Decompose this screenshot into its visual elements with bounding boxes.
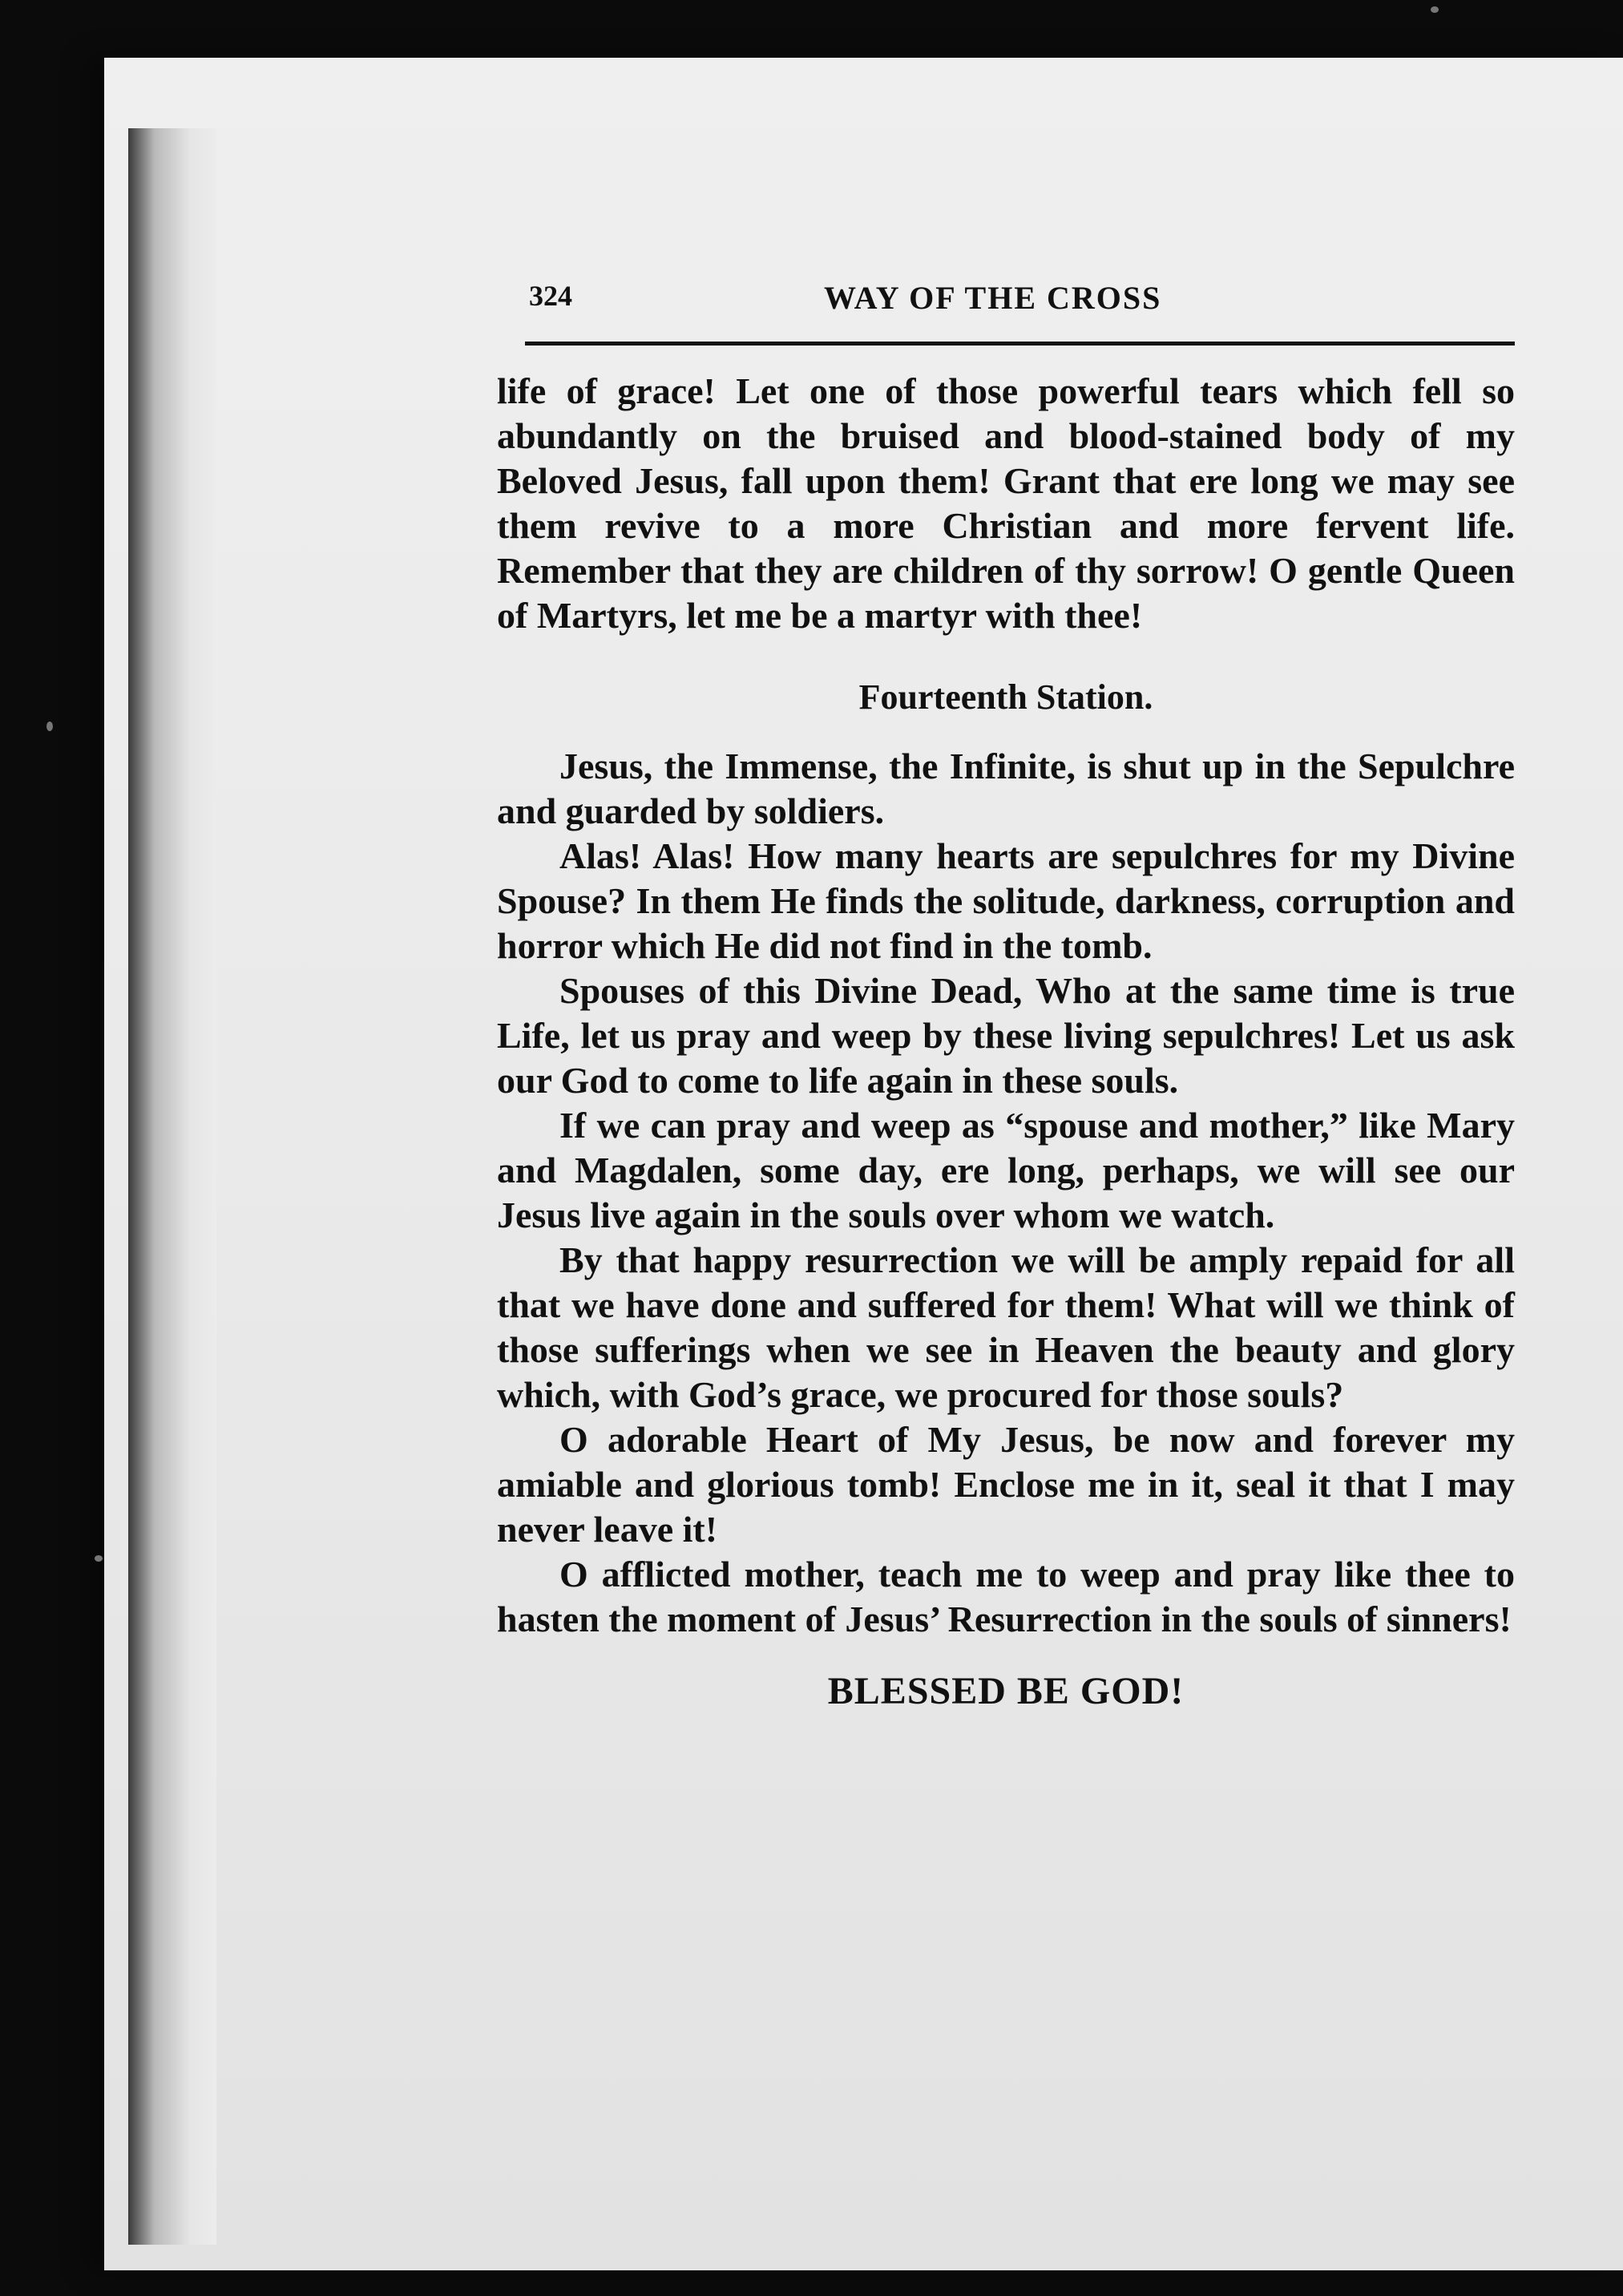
station-title: Fourteenth Station. — [858, 677, 1153, 717]
paragraph: O afflicted mother, teach me to weep and pray like thee to hasten the moment of Jesus’ Resurrection in the souls of sinners! — [497, 1554, 1515, 1639]
paragraph: By that happy resurrection we will be amply repaid for all that we have done and suffered for them! What will we think of those sufferings when we see in Heaven the beauty and glory which, with God’s grace, we procured for those souls? — [497, 1239, 1515, 1415]
header-rule — [525, 342, 1515, 346]
closing-line: BLESSED BE GOD! — [827, 1670, 1185, 1712]
paragraph: O adorable Heart of My Jesus, be now and forever my amiable and glorious tomb! Enclose me in it, seal it that I may never leave it! — [497, 1419, 1515, 1550]
paragraph: Spouses of this Divine Dead, Who at the same time is true Life, let us pray and weep by these living sepulchres! Let us ask our God to come to life again in these souls. — [497, 970, 1515, 1101]
running-head — [529, 279, 1511, 327]
page-text — [497, 369, 1515, 1714]
scan-speck — [95, 1555, 103, 1562]
paragraph: Alas! Alas! How many hearts are sepulchres for my Divine Spouse? In them He finds the solitude, darkness, corruption and horror which He did not find in the tomb. — [497, 835, 1515, 966]
page-number: 324 — [529, 280, 572, 312]
running-title: WAY OF THE CROSS — [824, 280, 1162, 316]
page-gutter-edge — [128, 128, 216, 2245]
paragraph: Jesus, the Immense, the Infinite, is shut up in the Sepulchre and guarded by soldiers. — [497, 746, 1515, 831]
scan-speck — [46, 722, 53, 731]
paragraph: If we can pray and weep as “spouse and mother,” like Mary and Magdalen, some day, ere long, perhaps, we will see our Jesus live again in the souls over whom we watch. — [497, 1105, 1515, 1235]
scan-speck — [1431, 6, 1439, 13]
continuation-paragraph: life of grace! Let one of those powerful tears which fell so abundantly on the bruised and blood-stained body of my Beloved Jesus, fall upon them! Grant that ere long we may see them revive to a more Christian and more fervent life. Remember that they are children of thy sorrow! O gentle Queen of Martyrs, let me be a martyr with thee! — [497, 370, 1515, 636]
